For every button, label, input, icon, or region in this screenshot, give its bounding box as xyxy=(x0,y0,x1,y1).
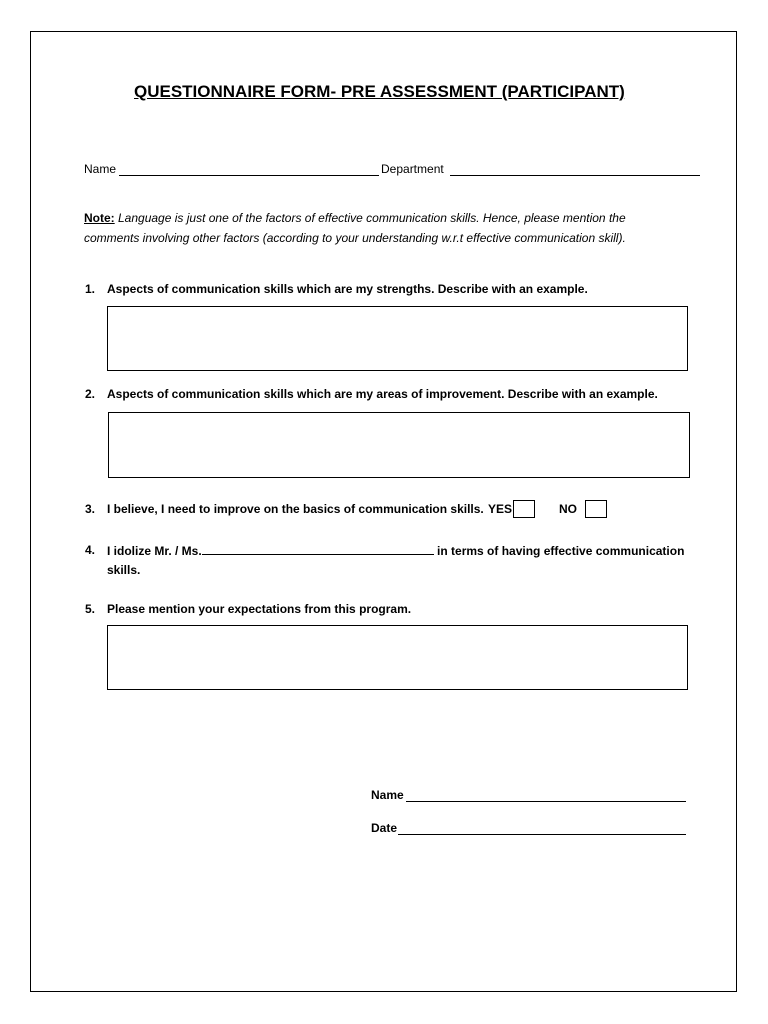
question-4-text-before: I idolize Mr. / Ms. xyxy=(107,544,202,558)
question-5-text: Please mention your expectations from this program. xyxy=(107,602,412,616)
note-text-2: comments involving other factors (according to your understanding w.r.t effective communication skill). xyxy=(84,231,626,245)
footer-name-label: Name xyxy=(371,788,404,802)
yes-checkbox[interactable] xyxy=(513,500,535,518)
question-2-number: 2. xyxy=(85,387,96,401)
question-5-number: 5. xyxy=(85,602,96,616)
footer-name-field[interactable] xyxy=(406,801,686,802)
form-title: QUESTIONNAIRE FORM- PRE ASSESSMENT (PARTICIPANT) xyxy=(134,82,625,101)
question-1-text: Aspects of communication skills which are my strengths. Describe with an example. xyxy=(107,282,588,296)
question-3-number: 3. xyxy=(85,502,96,516)
question-4-number: 4. xyxy=(85,543,96,557)
name-field[interactable] xyxy=(119,175,379,176)
yes-label: YES xyxy=(488,502,513,516)
name-label: Name xyxy=(84,162,117,176)
no-checkbox[interactable] xyxy=(585,500,607,518)
department-label: Department xyxy=(381,162,444,176)
question-1-answer-box[interactable] xyxy=(107,306,688,371)
question-2-text: Aspects of communication skills which are my areas of improvement. Describe with an example. xyxy=(107,387,658,401)
question-5-answer-box[interactable] xyxy=(107,625,688,690)
footer-date-label: Date xyxy=(371,821,398,835)
question-3-text: I believe, I need to improve on the basics of communication skills. xyxy=(107,502,484,516)
question-4-text-line-2: skills. xyxy=(107,563,141,577)
note-label: Note: xyxy=(84,211,115,225)
idol-name-field[interactable] xyxy=(202,543,434,555)
footer-date-field[interactable] xyxy=(398,834,686,835)
question-1-number: 1. xyxy=(85,282,96,296)
note-text-1: Language is just one of the factors of effective communication skills. Hence, please mention the xyxy=(114,211,626,225)
question-4-line-1 xyxy=(107,543,684,558)
no-label: NO xyxy=(559,502,577,516)
question-2-answer-box[interactable] xyxy=(108,412,690,478)
department-field[interactable] xyxy=(450,175,700,176)
question-4-text-after: in terms of having effective communication xyxy=(433,544,685,558)
note-line-1 xyxy=(84,211,626,225)
